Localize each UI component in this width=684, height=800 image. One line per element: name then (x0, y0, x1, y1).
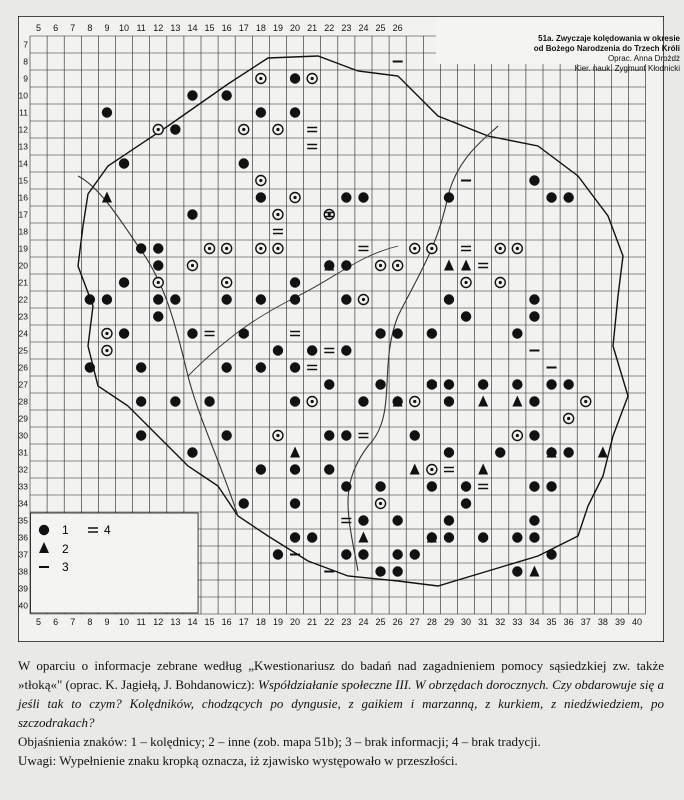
column-label-bottom: 7 (70, 617, 76, 627)
symbol-circled-dot-center (499, 247, 502, 250)
row-label: 7 (23, 39, 28, 50)
row-label: 17 (18, 209, 28, 220)
column-label-bottom: 20 (290, 617, 301, 627)
symbol-circled-dot-center (276, 434, 279, 437)
column-label-bottom: 36 (563, 617, 574, 627)
row-label: 29 (18, 413, 28, 424)
symbol-dot (256, 107, 266, 117)
symbol-circled-dot-center (464, 281, 467, 284)
symbol-circled-dot-center (516, 247, 519, 250)
symbol-dot (153, 311, 163, 321)
symbol-dot (239, 158, 249, 168)
symbol-dot (119, 158, 129, 168)
symbol-dot (410, 430, 420, 440)
symbol-dot (392, 566, 402, 576)
column-label-bottom: 5 (36, 617, 42, 627)
column-label-top: 22 (324, 23, 335, 33)
symbol-dot (495, 447, 505, 457)
row-label: 24 (18, 328, 28, 339)
symbol-dot (307, 532, 317, 542)
caption-paragraph-1 (18, 656, 664, 732)
row-label: 16 (18, 192, 28, 203)
symbol-dot (239, 498, 249, 508)
symbol-circled-dot-center (276, 213, 279, 216)
column-label-bottom: 32 (495, 617, 506, 627)
symbol-dot (187, 90, 197, 100)
symbol-dot (187, 209, 197, 219)
symbol-circled-dot-center (208, 247, 211, 250)
symbol-dot (221, 90, 231, 100)
column-label-bottom: 40 (632, 617, 643, 627)
symbol-dot (461, 498, 471, 508)
symbol-dot (153, 294, 163, 304)
symbol-dot (290, 396, 300, 406)
row-label: 8 (23, 56, 28, 67)
symbol-dot (256, 464, 266, 474)
column-label-top: 23 (341, 23, 352, 33)
symbol-dot (256, 362, 266, 372)
symbol-dot (187, 447, 197, 457)
symbol-dot (290, 532, 300, 542)
column-label-bottom: 35 (546, 617, 557, 627)
map-grid-svg (18, 16, 664, 642)
symbol-circled-dot-center (379, 264, 382, 267)
symbol-dot (170, 124, 180, 134)
symbol-dot (358, 549, 368, 559)
column-label-bottom: 17 (238, 617, 249, 627)
row-label: 25 (18, 345, 28, 356)
symbol-dot (444, 447, 454, 457)
column-label-top: 17 (238, 23, 249, 33)
row-label: 20 (18, 260, 28, 271)
symbol-dot (375, 379, 385, 389)
symbol-dot (512, 379, 522, 389)
symbol-dot (444, 294, 454, 304)
symbol-dot (307, 345, 317, 355)
symbol-dot (290, 362, 300, 372)
column-label-bottom: 10 (119, 617, 130, 627)
symbol-dot (341, 294, 351, 304)
row-label: 35 (18, 515, 28, 526)
map-frame (18, 16, 680, 642)
column-label-top: 16 (221, 23, 232, 33)
symbol-dot (324, 430, 334, 440)
symbol-dot (256, 192, 266, 202)
row-label: 27 (18, 379, 28, 390)
symbol-dot (512, 532, 522, 542)
symbol-dot (410, 549, 420, 559)
symbol-dot (290, 464, 300, 474)
symbol-dot (221, 430, 231, 440)
symbol-circled-dot-center (584, 400, 587, 403)
column-label-bottom: 24 (358, 617, 369, 627)
row-label: 26 (18, 362, 28, 373)
caption-legend-explanation: Objaśnienia znaków: 1 – kolędnicy; 2 – inne (zob. mapa 51b); 3 – brak informacji; 4 – brak tradycji. (18, 734, 541, 749)
symbol-dot (136, 362, 146, 372)
caption-notes: Uwagi: Wypełnienie znaku kropką oznacza, iż zjawisko występowało w przeszłości. (18, 753, 458, 768)
symbol-circled-dot-center (311, 77, 314, 80)
symbol-dot (427, 379, 437, 389)
column-label-bottom: 26 (392, 617, 403, 627)
symbol-circled-dot-center (157, 281, 160, 284)
symbol-dot (392, 328, 402, 338)
column-label-top: 25 (375, 23, 386, 33)
symbol-dot (170, 396, 180, 406)
symbol-dot (529, 532, 539, 542)
symbol-dot (546, 192, 556, 202)
column-label-bottom: 34 (529, 617, 540, 627)
symbol-dot (119, 277, 129, 287)
symbol-dot (392, 549, 402, 559)
column-label-bottom: 39 (614, 617, 625, 627)
symbol-dot (170, 294, 180, 304)
legend-label-2: 2 (62, 542, 69, 556)
column-label-top: 18 (255, 23, 266, 33)
column-label-top: 14 (187, 23, 198, 33)
caption-question-text: Współdziałanie społeczne III. W obrzędach dorocznych. Czy obdarowuje się a jeśli tak to czym? Kolędników, chodzących po dyngusie, z gaikiem i marzanną, z kurkiem, z niedźwiedziem, po szczodrakach? (18, 677, 664, 730)
column-label-bottom: 25 (375, 617, 386, 627)
row-label: 33 (18, 481, 28, 492)
symbol-circled-dot-center (259, 179, 262, 182)
row-label: 28 (18, 396, 28, 407)
symbol-dot (427, 481, 437, 491)
symbol-dot (427, 328, 437, 338)
symbol-circled-dot-center (105, 349, 108, 352)
symbol-dot (221, 362, 231, 372)
symbol-circled-dot-center (242, 128, 245, 131)
symbol-circled-dot-center (430, 468, 433, 471)
symbol-circled-dot-center (499, 281, 502, 284)
symbol-circled-dot-center (396, 264, 399, 267)
symbol-dot (529, 175, 539, 185)
column-label-top: 11 (136, 23, 146, 33)
symbol-circled-dot-center (225, 247, 228, 250)
column-label-top: 9 (104, 23, 110, 33)
row-label: 39 (18, 583, 28, 594)
row-label: 11 (19, 107, 28, 118)
symbol-dot (256, 294, 266, 304)
symbol-dot (444, 192, 454, 202)
symbol-dot (444, 515, 454, 525)
symbol-dot (563, 192, 573, 202)
symbol-dot (341, 192, 351, 202)
column-label-bottom: 6 (53, 617, 59, 627)
symbol-circled-dot-center (413, 400, 416, 403)
symbol-circled-dot-center (276, 247, 279, 250)
symbol-dot (461, 481, 471, 491)
column-label-bottom: 29 (443, 617, 454, 627)
legend-dot-icon (39, 525, 49, 535)
symbol-dot (529, 311, 539, 321)
map-author-line: Oprac. Anna Drożdż (607, 54, 680, 63)
column-label-bottom: 21 (307, 617, 318, 627)
symbol-dot (273, 345, 283, 355)
symbol-dot (341, 345, 351, 355)
symbol-dot (392, 515, 402, 525)
row-label: 21 (18, 277, 28, 288)
symbol-dot (375, 328, 385, 338)
symbol-dot (341, 481, 351, 491)
column-label-bottom: 30 (461, 617, 472, 627)
row-label: 9 (23, 73, 28, 84)
legend-label-3: 3 (62, 560, 69, 574)
column-label-bottom: 22 (324, 617, 335, 627)
symbol-dot (375, 566, 385, 576)
symbol-dot (358, 515, 368, 525)
column-label-bottom: 38 (597, 617, 608, 627)
symbol-dot (290, 277, 300, 287)
symbol-dot (136, 396, 146, 406)
symbol-dot (153, 260, 163, 270)
column-label-bottom: 19 (272, 617, 283, 627)
symbol-dot (102, 107, 112, 117)
symbol-dot (478, 532, 488, 542)
symbol-dot (119, 328, 129, 338)
symbol-dot (290, 294, 300, 304)
caption-source-text: W oparciu o informacje zebrane według „Kwestionariusz do badań nad zagadnieniem pomocy sąsiedzkiej zw. także »tłoką«" (oprac. K. Jagiełą, J. Bohdanowicz): (18, 658, 664, 692)
row-label: 38 (18, 566, 28, 577)
symbol-dot (136, 243, 146, 253)
column-label-bottom: 18 (255, 617, 266, 627)
row-label: 14 (18, 158, 28, 169)
symbol-circled-dot-center (191, 264, 194, 267)
legend-label-1: 1 (62, 523, 69, 537)
symbol-dot (358, 192, 368, 202)
symbol-circled-dot-center (362, 298, 365, 301)
symbol-dot (444, 379, 454, 389)
column-label-bottom: 11 (136, 617, 146, 627)
column-label-bottom: 33 (512, 617, 523, 627)
symbol-dot (273, 549, 283, 559)
symbol-dot (187, 328, 197, 338)
symbol-circled-dot-center (430, 247, 433, 250)
symbol-circled-dot-center (567, 417, 570, 420)
symbol-dot (546, 379, 556, 389)
symbol-dot (136, 430, 146, 440)
column-label-top: 13 (170, 23, 181, 33)
column-label-bottom: 9 (104, 617, 110, 627)
row-label: 22 (18, 294, 28, 305)
row-label: 10 (18, 90, 28, 101)
map-title-line-1: 51a. Zwyczaje kolędowania w okresie (538, 34, 680, 43)
column-label-top: 7 (70, 23, 76, 33)
symbol-dot (341, 260, 351, 270)
symbol-dot (546, 481, 556, 491)
symbol-circled-dot-center (311, 400, 314, 403)
column-label-top: 5 (36, 23, 42, 33)
symbol-circled-dot-center (259, 247, 262, 250)
symbol-dot (239, 328, 249, 338)
column-label-top: 10 (119, 23, 130, 33)
map-title-line-2: od Bożego Narodzenia do Trzech Króli (533, 44, 680, 53)
symbol-dot (529, 515, 539, 525)
column-label-top: 19 (272, 23, 283, 33)
symbol-dot (324, 379, 334, 389)
row-label: 13 (18, 141, 28, 152)
symbol-dot (563, 379, 573, 389)
row-label: 36 (18, 532, 28, 543)
symbol-dot (444, 532, 454, 542)
symbol-dot (358, 396, 368, 406)
column-label-top: 12 (153, 23, 164, 33)
column-label-top: 8 (87, 23, 93, 33)
symbol-dot (375, 481, 385, 491)
column-label-top: 20 (290, 23, 301, 33)
symbol-dot (478, 379, 488, 389)
symbol-dot (85, 362, 95, 372)
legend-label-4: 4 (104, 523, 111, 537)
symbol-dot (563, 447, 573, 457)
symbol-circled-dot-center (276, 128, 279, 131)
row-label: 18 (18, 226, 28, 237)
symbol-circled-dot-center (259, 77, 262, 80)
row-label: 12 (18, 124, 28, 135)
symbol-circled-dot-center (328, 213, 331, 216)
symbol-dot (546, 549, 556, 559)
column-label-bottom: 15 (204, 617, 215, 627)
column-label-bottom: 28 (426, 617, 437, 627)
column-label-top: 6 (53, 23, 59, 33)
column-label-bottom: 27 (409, 617, 420, 627)
symbol-circled-dot-center (413, 247, 416, 250)
map-title-block (458, 34, 680, 74)
symbol-circled-dot-center (225, 281, 228, 284)
symbol-dot (221, 294, 231, 304)
symbol-circled-dot-center (157, 128, 160, 131)
symbol-circled-dot-center (293, 196, 296, 199)
column-label-top: 15 (204, 23, 215, 33)
row-label: 19 (18, 243, 28, 254)
symbol-dot (529, 481, 539, 491)
legend-box (31, 513, 199, 613)
column-label-top: 24 (358, 23, 369, 33)
symbol-dot (204, 396, 214, 406)
column-label-bottom: 14 (187, 617, 198, 627)
row-label: 15 (18, 175, 28, 186)
symbol-dot (153, 243, 163, 253)
symbol-dot (341, 430, 351, 440)
map-supervisor-line: Kier. nauk. Zygmunt Kłodnicki (574, 64, 680, 73)
symbol-dot (341, 549, 351, 559)
row-label: 23 (18, 311, 28, 322)
column-label-bottom: 8 (87, 617, 93, 627)
row-label: 37 (18, 549, 28, 560)
map-caption (18, 656, 664, 770)
symbol-circled-dot-center (105, 332, 108, 335)
row-label: 31 (18, 447, 28, 458)
column-label-top: 21 (307, 23, 318, 33)
symbol-dot (529, 294, 539, 304)
row-label: 34 (18, 498, 28, 509)
row-label: 40 (18, 600, 28, 611)
column-label-bottom: 16 (221, 617, 232, 627)
row-label: 30 (18, 430, 28, 441)
symbol-dot (512, 566, 522, 576)
column-label-top: 26 (392, 23, 403, 33)
symbol-dot (444, 396, 454, 406)
symbol-dot (512, 328, 522, 338)
column-label-bottom: 23 (341, 617, 352, 627)
column-label-bottom: 13 (170, 617, 181, 627)
symbol-dot (290, 73, 300, 83)
symbol-dot (529, 430, 539, 440)
symbol-dot (324, 464, 334, 474)
symbol-dot (290, 107, 300, 117)
symbol-dot (529, 396, 539, 406)
column-label-bottom: 37 (580, 617, 591, 627)
symbol-circled-dot-center (516, 434, 519, 437)
symbol-circled-dot-center (379, 502, 382, 505)
column-label-bottom: 12 (153, 617, 164, 627)
row-label: 32 (18, 464, 28, 475)
symbol-dot (102, 294, 112, 304)
symbol-dot (290, 498, 300, 508)
column-label-bottom: 31 (478, 617, 489, 627)
